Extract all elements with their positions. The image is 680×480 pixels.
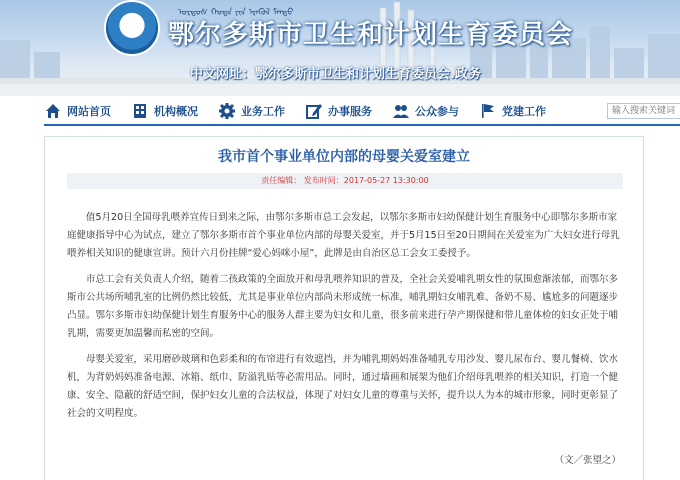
article-meta: 责任编辑： 发布时间：2017-05-27 13:30:00 — [67, 173, 623, 189]
home-icon — [44, 102, 62, 120]
article-paragraph: 市总工会有关负责人介绍，随着二孩政策的全面放开和母乳喂养知识的普及，全社会关爱哺乳期女性的氛围愈渐浓郁，而鄂尔多斯市公共场所哺乳室的比例仍然比较低，尤其是事业单位内部尚未形成统一标准，哺乳期妇女哺乳难、备奶不易、尴尬多的问题逐步凸显。鄂尔多斯市妇幼保健计划生育服务中心的服务人群主要为妇女和儿童，很多前来进行孕产期保健和带儿童体检的妇女正处于哺乳期，需要更加温馨而私密的空间。 — [67, 274, 619, 339]
nav-label: 网站首页 — [67, 105, 111, 118]
header-banner — [0, 0, 680, 96]
site-title: 鄂尔多斯市卫生和计划生育委员会 — [168, 20, 574, 50]
mongolian-title: ᠣᠷᠳᠣᠰ ᠬᠣᠲᠠ ᠶᠢᠨ ᠡᠷᠡᠭᠦᠯ ᠮᠡᠨᠳᠦ — [178, 8, 294, 18]
nav-services[interactable] — [305, 100, 372, 122]
nav-label: 办事服务 — [328, 105, 372, 118]
nav-business[interactable] — [218, 100, 285, 122]
gear-icon — [218, 102, 236, 120]
main-nav — [44, 100, 680, 122]
nav-label: 机构概况 — [154, 105, 198, 118]
domain-address: 中文网址：鄂尔多斯市卫生和计划生育委员会.政务 — [190, 67, 481, 82]
nav-organization[interactable] — [131, 100, 198, 122]
building-icon — [131, 102, 149, 120]
people-icon — [392, 102, 410, 120]
article-paragraph: 母婴关爱室，采用磨砂玻璃和色彩柔和的布帘进行有效遮挡，并为哺乳期妈妈准备哺乳专用沙发、婴儿尿布台、婴儿餐椅、饮水机，为背奶妈妈准备电源、冰箱、纸巾、防溢乳贴等必需用品。同时，通过墙画和展架为他们介绍母乳喂养的相关知识，打造一个健康、安全、隐蔽的舒适空间，保护妇女儿童的合法权益，体现了对妇女儿童的尊重与关怀，提升以人为本的城市形象，同时更彰显了社会的文明程度。 — [67, 354, 619, 419]
nav-public[interactable] — [392, 100, 459, 122]
edit-icon — [305, 102, 323, 120]
article-title: 我市首个事业单位内部的母婴关爱室建立 — [218, 149, 470, 165]
nav-party[interactable] — [479, 100, 546, 122]
article-panel — [44, 136, 644, 480]
article-body — [67, 209, 623, 431]
nav-label: 业务工作 — [241, 105, 285, 118]
article-author: （文／张望之） — [554, 455, 621, 466]
nav-label: 党建工作 — [502, 105, 546, 118]
nav-divider — [44, 124, 680, 126]
nav-label: 公众参与 — [415, 105, 459, 118]
article-paragraph: 值5月20日全国母乳喂养宣传日到来之际，由鄂尔多斯市总工会发起，以鄂尔多斯市妇幼保健计划生育服务中心即鄂尔多斯市家庭健康指导中心为试点，建立了鄂尔多斯市首个事业单位内部的母婴关爱室，并于5月15日至20日期间在关爱室为广大妇女进行母乳喂养相关知识的健康宣讲。预计六月份挂牌“爱心妈咪小屋”，此牌是由自治区总工会女工委授予。 — [67, 212, 620, 259]
flag-icon — [479, 102, 497, 120]
nav-home[interactable] — [44, 100, 111, 122]
emblem-logo — [104, 0, 160, 56]
search-input[interactable] — [607, 103, 680, 119]
